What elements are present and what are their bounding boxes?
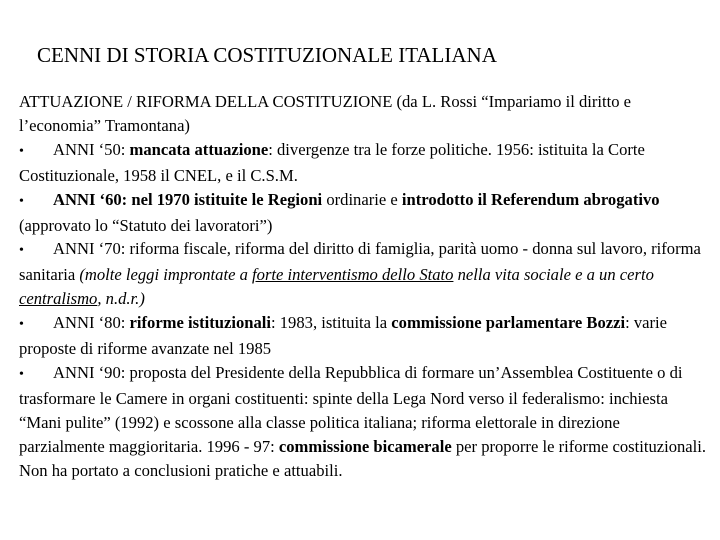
item-text: : 1983, istituita la [271,313,392,333]
intro-line: ATTUAZIONE / RIFORMA DELLA COSTITUZIONE (da L. Rossi “Impariamo il diritto e l’economia” Tramontana) [19,92,632,135]
item-text-bold: mancata attuazione [129,139,269,159]
item-text: : divergenze tra le forze politiche. 1956: istituita la Corte Costituzionale, 1958 il CNEL, e il C.S.M. [19,139,645,185]
item-text-bold: ANNI ‘60: [53,189,132,209]
slide-body [19,90,707,483]
list-item-anni-90 [19,361,707,483]
item-text: ordinarie e [322,189,402,209]
bullet-icon: • [19,317,24,333]
bullet-icon: • [19,366,24,382]
item-text: ANNI ‘70: riforma fiscale, riforma del diritto di famiglia, parità uomo - donna sul lavoro, riforma sanitaria [19,239,701,285]
item-text: ANNI ‘50: [53,139,130,159]
slide-title: CENNI DI STORIA COSTITUZIONALE ITALIANA [37,43,497,67]
item-text-italic: (molte leggi improntate a [79,265,253,285]
item-text: ANNI ‘80: [53,313,130,333]
item-text: ANNI ‘90: proposta del Presidente della Repubblica di formare un’Assemblea Costituente o di trasformare le Camere in organi costituenti: spinte della Lega Nord verso il federalismo: inchiesta “Mani pulite” (1992) e scossone alla classe politica italiana; riforma elettorale in direzione parzialmente maggioritaria. 1996 - 97: [19,362,683,456]
item-text-bold: commissione parlamentare Bozzi [391,313,626,333]
item-text-bold: commissione bicamerale [278,436,452,456]
list-item-anni-60 [19,188,707,238]
bullet-icon: • [19,143,24,159]
item-text-italic-underlined: forte interventismo dello Stato [252,265,454,285]
item-text-bold: introdotto il Referendum abrogativo [401,189,660,209]
item-text-bold: riforme istituzionali [129,313,271,333]
list-item-anni-50 [19,138,707,188]
item-text: per proporre le riforme costituzionali. Non ha portato a conclusioni pratiche e attuabili. [19,436,707,480]
item-text-italic-underlined: centralismo [19,289,98,309]
item-text-bold: nel 1970 istituite le Regioni [131,189,323,209]
item-text: (approvato lo “Statuto dei lavoratori”) [19,215,273,235]
list-item-anni-70 [19,237,707,311]
item-text-italic: , n.d.r.) [97,289,145,309]
bullet-icon: • [19,193,24,209]
list-item-anni-80 [19,311,707,361]
bullet-icon: • [19,243,24,259]
item-text: : varie proposte di riforme avanzate nel 1985 [19,313,668,359]
item-text-italic: nella vita sociale e a un certo [453,265,654,285]
